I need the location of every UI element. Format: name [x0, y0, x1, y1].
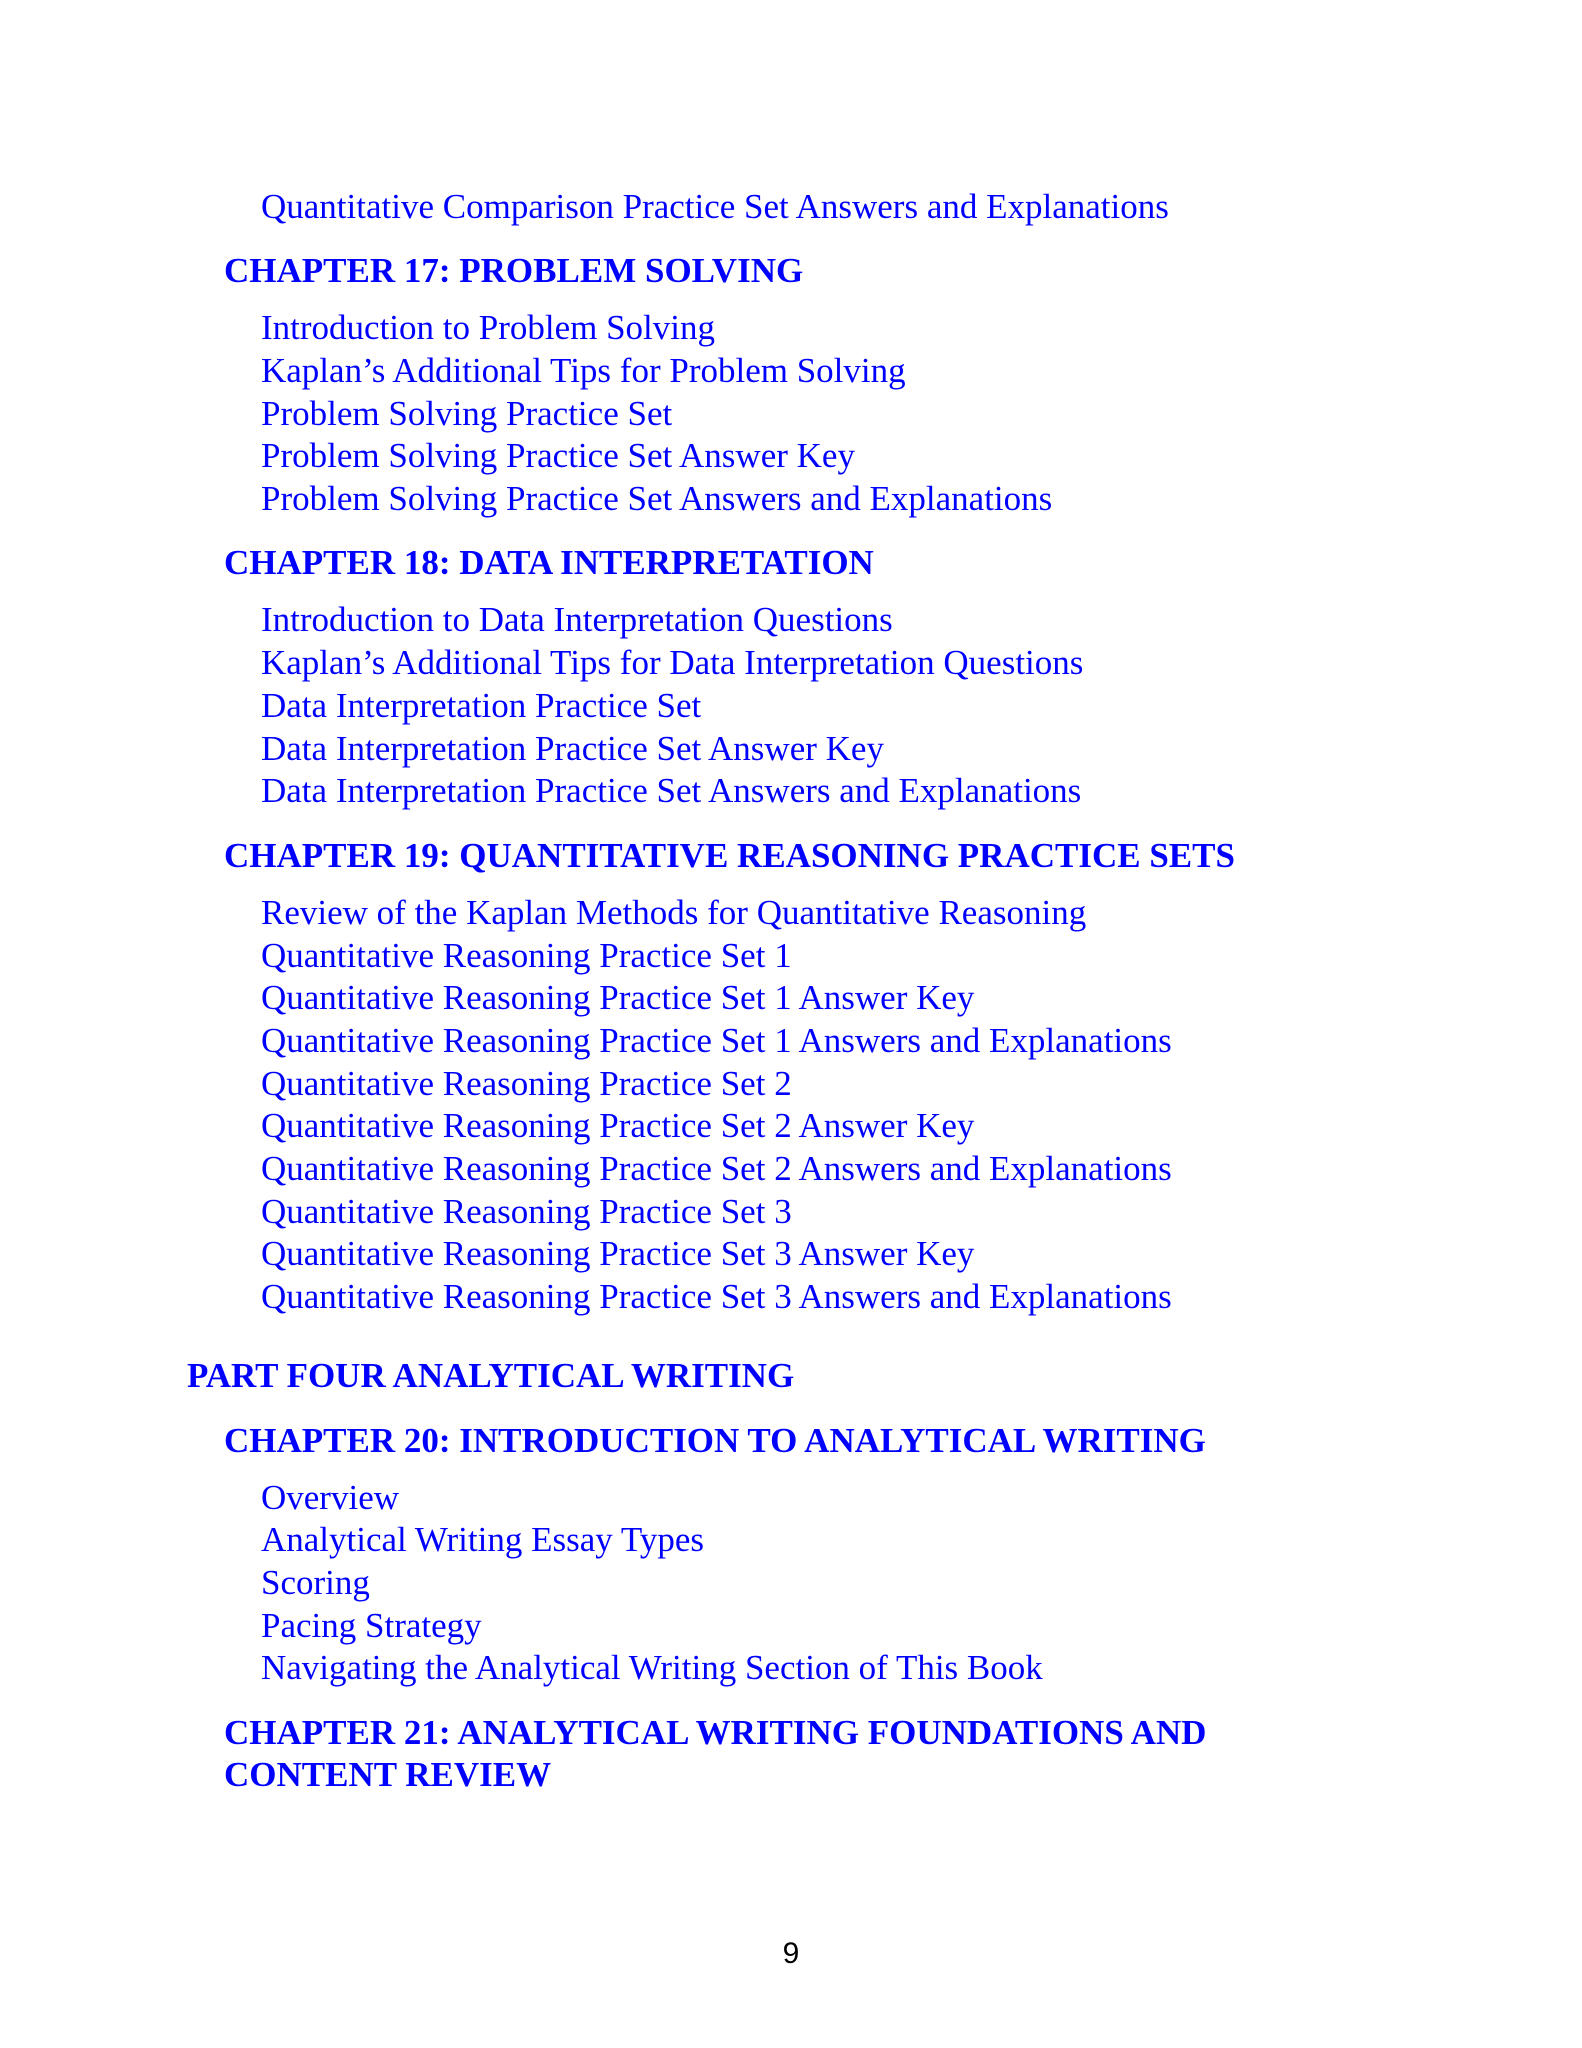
toc-link-qr-set2-answer-key[interactable]: Quantitative Reasoning Practice Set 2 Answer Key	[261, 1106, 975, 1145]
toc-chapter-21-heading-line2[interactable]: CONTENT REVIEW	[224, 1755, 552, 1794]
toc-link-ps-tips[interactable]: Kaplan’s Additional Tips for Problem Solving	[261, 351, 906, 390]
toc-link-ps-answers-explanations[interactable]: Problem Solving Practice Set Answers and Explanations	[261, 479, 1053, 518]
toc-chapter-20-heading[interactable]: CHAPTER 20: INTRODUCTION TO ANALYTICAL WRITING	[224, 1421, 1206, 1460]
toc-chapter-18-heading[interactable]: CHAPTER 18: DATA INTERPRETATION	[224, 543, 874, 582]
page-number: 9	[782, 1937, 800, 1970]
toc-chapter-19-heading[interactable]: CHAPTER 19: QUANTITATIVE REASONING PRACTICE SETS	[224, 836, 1235, 875]
toc-link-qr-set1[interactable]: Quantitative Reasoning Practice Set 1	[261, 936, 792, 975]
toc-chapter-21-heading-line1[interactable]: CHAPTER 21: ANALYTICAL WRITING FOUNDATIONS AND	[224, 1713, 1207, 1752]
toc-link-aw-pacing[interactable]: Pacing Strategy	[261, 1606, 482, 1645]
toc-part-four-heading[interactable]: PART FOUR ANALYTICAL WRITING	[187, 1356, 795, 1395]
toc-link-qc-answers-explanations[interactable]: Quantitative Comparison Practice Set Answers and Explanations	[261, 187, 1169, 226]
toc-link-qr-set2[interactable]: Quantitative Reasoning Practice Set 2	[261, 1064, 792, 1103]
toc-link-di-answers-explanations[interactable]: Data Interpretation Practice Set Answers and Explanations	[261, 771, 1082, 810]
toc-link-qr-set3-answer-key[interactable]: Quantitative Reasoning Practice Set 3 Answer Key	[261, 1234, 975, 1273]
toc-link-qr-set1-answers-explanations[interactable]: Quantitative Reasoning Practice Set 1 Answers and Explanations	[261, 1021, 1172, 1060]
toc-link-di-tips[interactable]: Kaplan’s Additional Tips for Data Interpretation Questions	[261, 643, 1084, 682]
toc-link-di-practice-set[interactable]: Data Interpretation Practice Set	[261, 686, 702, 725]
toc-link-qr-review-methods[interactable]: Review of the Kaplan Methods for Quantitative Reasoning	[261, 893, 1087, 932]
toc-link-aw-scoring[interactable]: Scoring	[261, 1563, 370, 1602]
toc-link-aw-essay-types[interactable]: Analytical Writing Essay Types	[261, 1520, 704, 1559]
toc-link-di-intro[interactable]: Introduction to Data Interpretation Questions	[261, 600, 893, 639]
toc-link-ps-answer-key[interactable]: Problem Solving Practice Set Answer Key	[261, 436, 855, 475]
toc-link-qr-set2-answers-explanations[interactable]: Quantitative Reasoning Practice Set 2 Answers and Explanations	[261, 1149, 1172, 1188]
toc-link-aw-navigating[interactable]: Navigating the Analytical Writing Section of This Book	[261, 1648, 1043, 1687]
toc-link-qr-set3-answers-explanations[interactable]: Quantitative Reasoning Practice Set 3 Answers and Explanations	[261, 1277, 1172, 1316]
toc-link-qr-set3[interactable]: Quantitative Reasoning Practice Set 3	[261, 1192, 792, 1231]
toc-link-ps-intro[interactable]: Introduction to Problem Solving	[261, 308, 716, 347]
toc-link-qr-set1-answer-key[interactable]: Quantitative Reasoning Practice Set 1 Answer Key	[261, 978, 975, 1017]
toc-link-di-answer-key[interactable]: Data Interpretation Practice Set Answer Key	[261, 729, 884, 768]
toc-link-ps-practice-set[interactable]: Problem Solving Practice Set	[261, 394, 673, 433]
toc-chapter-17-heading[interactable]: CHAPTER 17: PROBLEM SOLVING	[224, 251, 804, 290]
toc-link-aw-overview[interactable]: Overview	[261, 1478, 400, 1517]
